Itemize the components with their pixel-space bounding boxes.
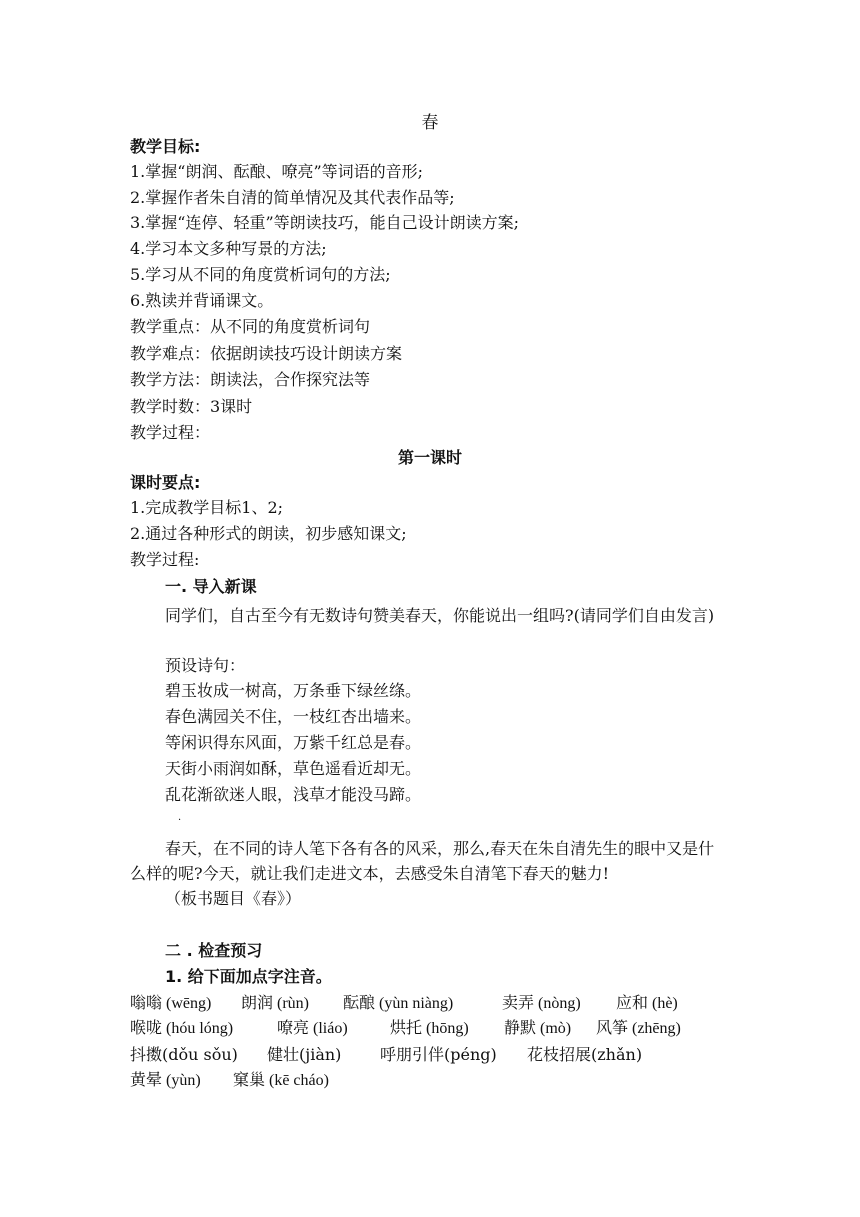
poem-line: 等闲识得东风面，万紫千红总是春。 (165, 733, 422, 752)
section-heading: 二 . 检查预习 (165, 941, 263, 960)
poem-line: 天街小雨润如酥，草色遥看近却无。 (165, 759, 422, 778)
pinyin-item: 呼朋引伴(péng) (380, 1045, 497, 1064)
subsection-heading: 1. 给下面加点字注音。 (165, 967, 332, 986)
pinyin-item: 健壮(jiàn) (267, 1045, 342, 1064)
pinyin-item: 喉咙 (hóu lóng) (130, 1020, 234, 1037)
pinyin-item: 静默 (mò) (504, 1020, 572, 1037)
intro-paragraph: 同学们，自古至今有无数诗句赞美春天，你能说出一组吗?(请同学们自由发言) (165, 606, 715, 625)
objective-item: 3.掌握“连停、轻重”等朗读技巧，能自己设计朗读方案; (130, 213, 520, 232)
transition-paragraph: 春天，在不同的诗人笔下各有各的风采，那么,春天在朱自清先生的眼中又是什么样的呢?今天，就让我们走进文本，去感受朱自清笔下春天的魅力! (130, 839, 715, 883)
lesson-process-label: 教学过程: (130, 550, 200, 569)
key-point: 教学重点：从不同的角度赏析词句 (130, 317, 371, 336)
document-title: 春 (421, 113, 439, 133)
pinyin-item: 应和 (hè) (616, 995, 678, 1012)
objective-item: 2.掌握作者朱自清的简单情况及其代表作品等; (130, 188, 455, 207)
objectives-heading: 教学目标: (130, 137, 201, 156)
poem-line: 碧玉妆成一树高，万条垂下绿丝绦。 (165, 681, 422, 700)
pinyin-item: 窠巢 (kē cháo) (233, 1072, 329, 1089)
pinyin-item: 酝酿 (yùn niàng) (343, 995, 454, 1012)
teaching-process-label: 教学过程： (130, 423, 211, 442)
poems-label: 预设诗句： (165, 656, 246, 675)
pinyin-item: 嗡嗡 (wēng) (130, 995, 212, 1012)
pinyin-item: 黄晕 (yùn) (130, 1072, 201, 1089)
pinyin-item: 抖擞(dǒu sǒu) (130, 1045, 238, 1064)
objective-item: 1.掌握“朗润、酝酿、嘹亮”等词语的音形; (130, 162, 424, 181)
objective-item: 5.学习从不同的角度赏析词句的方法; (130, 265, 391, 284)
lesson-heading: 第一课时 (397, 448, 462, 467)
pinyin-item: 烘托 (hōng) (390, 1020, 469, 1037)
objective-item: 6.熟读并背诵课文。 (130, 291, 274, 310)
lesson-point: 1.完成教学目标1、2; (130, 498, 284, 517)
poem-line: 乱花渐欲迷人眼，浅草才能没马蹄。 (165, 785, 422, 804)
difficulty: 教学难点：依据朗读技巧设计朗读方案 (130, 344, 403, 363)
board-note: （板书题目《春》） (165, 889, 302, 908)
pinyin-item: 卖弄 (nòng) (502, 995, 581, 1012)
teaching-hours: 教学时数：3课时 (130, 397, 253, 416)
stray-dot: · (178, 815, 182, 826)
pinyin-item: 朗润 (rùn) (241, 995, 309, 1012)
pinyin-item: 风筝 (zhēng) (596, 1020, 681, 1037)
teaching-method: 教学方法：朗读法，合作探究法等 (130, 370, 371, 389)
poem-line: 春色满园关不住，一枝红杏出墙来。 (165, 707, 422, 726)
objective-item: 4.学习本文多种写景的方法; (130, 239, 327, 258)
lesson-point: 2.通过各种形式的朗读，初步感知课文; (130, 524, 407, 543)
pinyin-item: 嘹亮 (liáo) (277, 1020, 348, 1037)
pinyin-item: 花枝招展(zhǎn) (527, 1045, 643, 1064)
lesson-points-heading: 课时要点: (130, 473, 201, 492)
section-heading: 一. 导入新课 (165, 577, 257, 596)
